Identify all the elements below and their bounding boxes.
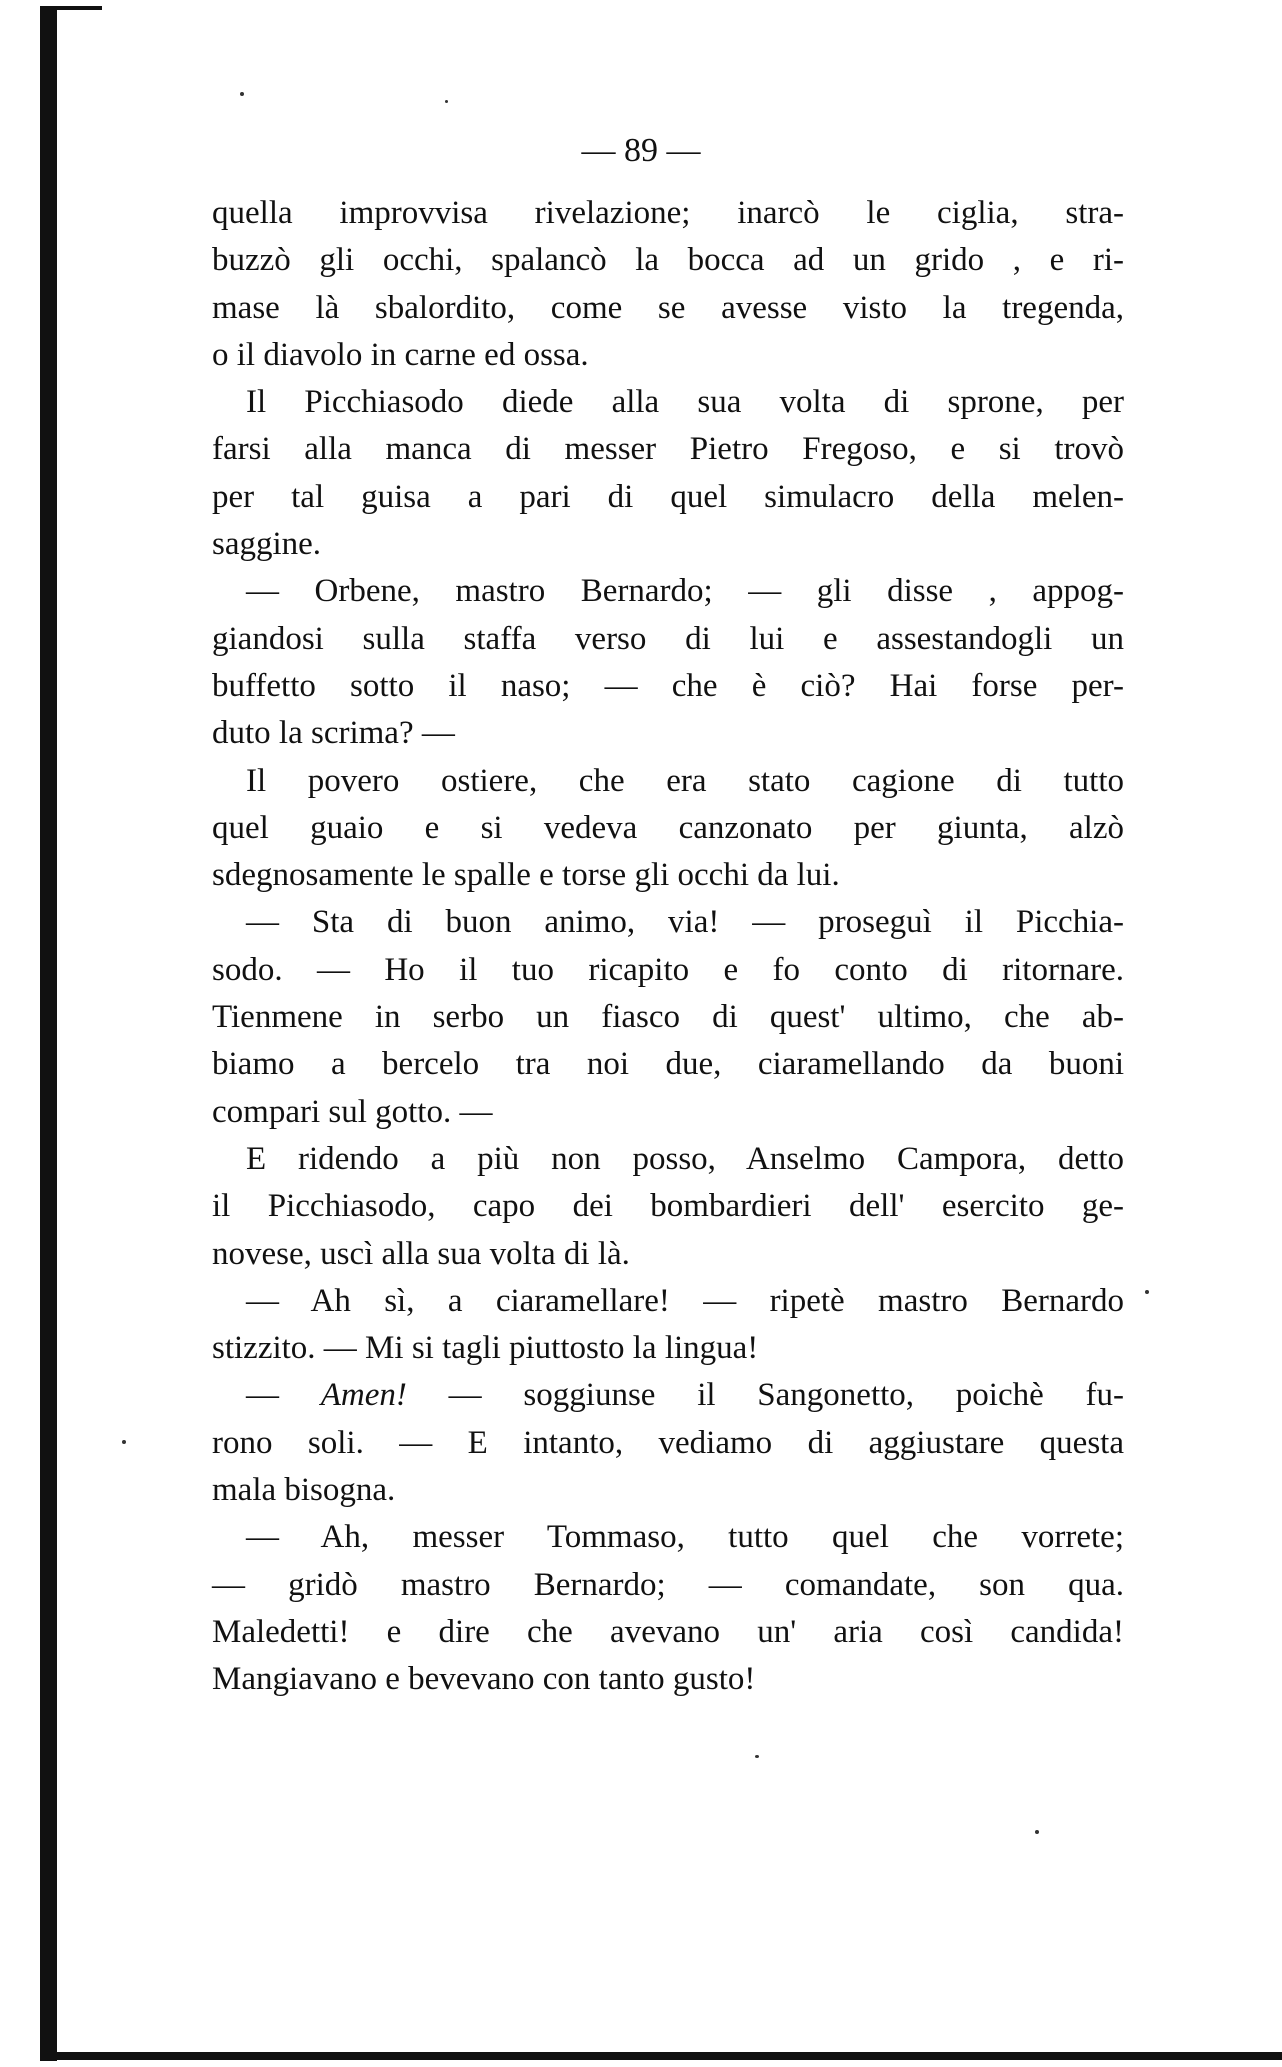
text-line bbox=[212, 190, 1124, 237]
text-line-content: quel guaio e si vedeva canzonato per giunta, alzò bbox=[212, 809, 1124, 846]
text-line bbox=[212, 1231, 1124, 1278]
body-text bbox=[212, 190, 1124, 1704]
speck bbox=[445, 100, 448, 103]
text-line-content bbox=[246, 1372, 1124, 1419]
text-line bbox=[212, 947, 1124, 994]
text-line-content: — Ah sì, a ciaramellare! — ripetè mastro Bernardo bbox=[246, 1282, 1124, 1319]
text-line bbox=[212, 474, 1124, 521]
text-line bbox=[212, 616, 1124, 663]
speck bbox=[755, 1755, 759, 1758]
bottom-rule bbox=[40, 2052, 1282, 2060]
text-line-content: buzzò gli occhi, spalancò la bocca ad un grido , e ri- bbox=[212, 242, 1124, 279]
text-line bbox=[212, 1325, 1124, 1372]
text-line-content: rono soli. — E intanto, vediamo di aggiustare questa bbox=[212, 1424, 1124, 1461]
text-line-content: duto la scrima? — bbox=[212, 715, 455, 752]
text-line-content: o il diavolo in carne ed ossa. bbox=[212, 336, 589, 373]
text-line bbox=[212, 1136, 1124, 1183]
text-line bbox=[212, 1372, 1124, 1419]
text-line bbox=[212, 1041, 1124, 1088]
text-line bbox=[212, 758, 1124, 805]
text-line bbox=[212, 1467, 1124, 1514]
text-line bbox=[212, 1609, 1124, 1656]
text-line-content: il Picchiasodo, capo dei bombardieri dell' esercito ge- bbox=[212, 1188, 1124, 1225]
text-line-content: biamo a bercelo tra noi due, ciaramellando da buoni bbox=[212, 1046, 1124, 1083]
text-line bbox=[212, 332, 1124, 379]
text-line-content: quella improvvisa rivelazione; inarcò le ciglia, stra- bbox=[212, 195, 1124, 231]
text-line-content: mase là sbalordito, come se avesse visto la tregenda, bbox=[212, 289, 1124, 326]
text-line bbox=[212, 237, 1124, 284]
text-line-content: Mangiavano e bevevano con tanto gusto! bbox=[212, 1661, 756, 1698]
text-line-content: sodo. — Ho il tuo ricapito e fo conto di ritornare. bbox=[212, 951, 1124, 988]
text-line bbox=[212, 1420, 1124, 1467]
text-line-content: Tienmene in serbo un fiasco di quest' ultimo, che ab- bbox=[212, 999, 1124, 1036]
text-line-content: — Orbene, mastro Bernardo; — gli disse , appog- bbox=[246, 573, 1124, 610]
text-line bbox=[212, 1514, 1124, 1561]
text-line bbox=[212, 426, 1124, 473]
text-line-content: mala bisogna. bbox=[212, 1472, 396, 1509]
text-line-content: Il Picchiasodo diede alla sua volta di sprone, per bbox=[246, 384, 1124, 421]
italic-word: Amen! bbox=[320, 1377, 407, 1414]
text-line-content: sdegnosamente le spalle e torse gli occhi da lui. bbox=[212, 857, 840, 894]
speck bbox=[1145, 1290, 1149, 1294]
text-line bbox=[212, 1562, 1124, 1609]
speck bbox=[1035, 1830, 1039, 1834]
text-line bbox=[212, 1183, 1124, 1230]
text-line-content: Il povero ostiere, che era stato cagione di tutto bbox=[246, 762, 1124, 799]
top-rule bbox=[40, 6, 102, 10]
text-line bbox=[212, 1278, 1124, 1325]
speck bbox=[240, 92, 244, 96]
speck bbox=[122, 1440, 126, 1444]
text-line bbox=[212, 710, 1124, 757]
text-line bbox=[212, 285, 1124, 332]
text-line-content: compari sul gotto. — bbox=[212, 1093, 493, 1130]
text-line-content: — gridò mastro Bernardo; — comandate, son qua. bbox=[212, 1566, 1124, 1603]
text-line-content: farsi alla manca di messer Pietro Fregoso, e si trovò bbox=[212, 431, 1124, 468]
text-line-content: buffetto sotto il naso; — che è ciò? Hai forse per- bbox=[212, 667, 1124, 704]
text-line bbox=[212, 805, 1124, 852]
text-line-content: saggine. bbox=[212, 526, 322, 563]
text-line-content: novese, uscì alla sua volta di là. bbox=[212, 1235, 630, 1272]
text-line bbox=[212, 1656, 1124, 1703]
text-line-content: Maledetti! e dire che avevano un' aria così candida! bbox=[212, 1613, 1124, 1650]
page-number: — 89 — bbox=[581, 132, 701, 169]
text-line bbox=[212, 994, 1124, 1041]
text-line-rest: — soggiunse il Sangonetto, poichè fu- bbox=[406, 1377, 1124, 1414]
text-line-content: giandosi sulla staffa verso di lui e assestandogli un bbox=[212, 620, 1124, 657]
text-line-content: E ridendo a più non posso, Anselmo Campora, detto bbox=[246, 1140, 1124, 1177]
text-line bbox=[212, 1089, 1124, 1136]
text-line bbox=[212, 379, 1124, 426]
text-line bbox=[212, 521, 1124, 568]
text-line-content: per tal guisa a pari di quel simulacro della melen- bbox=[212, 478, 1124, 515]
text-line-content: — Sta di buon animo, via! — proseguì il Picchia- bbox=[246, 904, 1124, 941]
text-line-content: — Ah, messer Tommaso, tutto quel che vorrete; bbox=[246, 1519, 1124, 1556]
text-line bbox=[212, 663, 1124, 710]
text-line-content: stizzito. — Mi si tagli piuttosto la lingua! bbox=[212, 1330, 759, 1367]
text-line bbox=[212, 852, 1124, 899]
page-binding-edge bbox=[40, 6, 57, 2061]
text-line bbox=[212, 568, 1124, 615]
text-line bbox=[212, 899, 1124, 946]
text-line-prefix: — bbox=[246, 1377, 321, 1414]
